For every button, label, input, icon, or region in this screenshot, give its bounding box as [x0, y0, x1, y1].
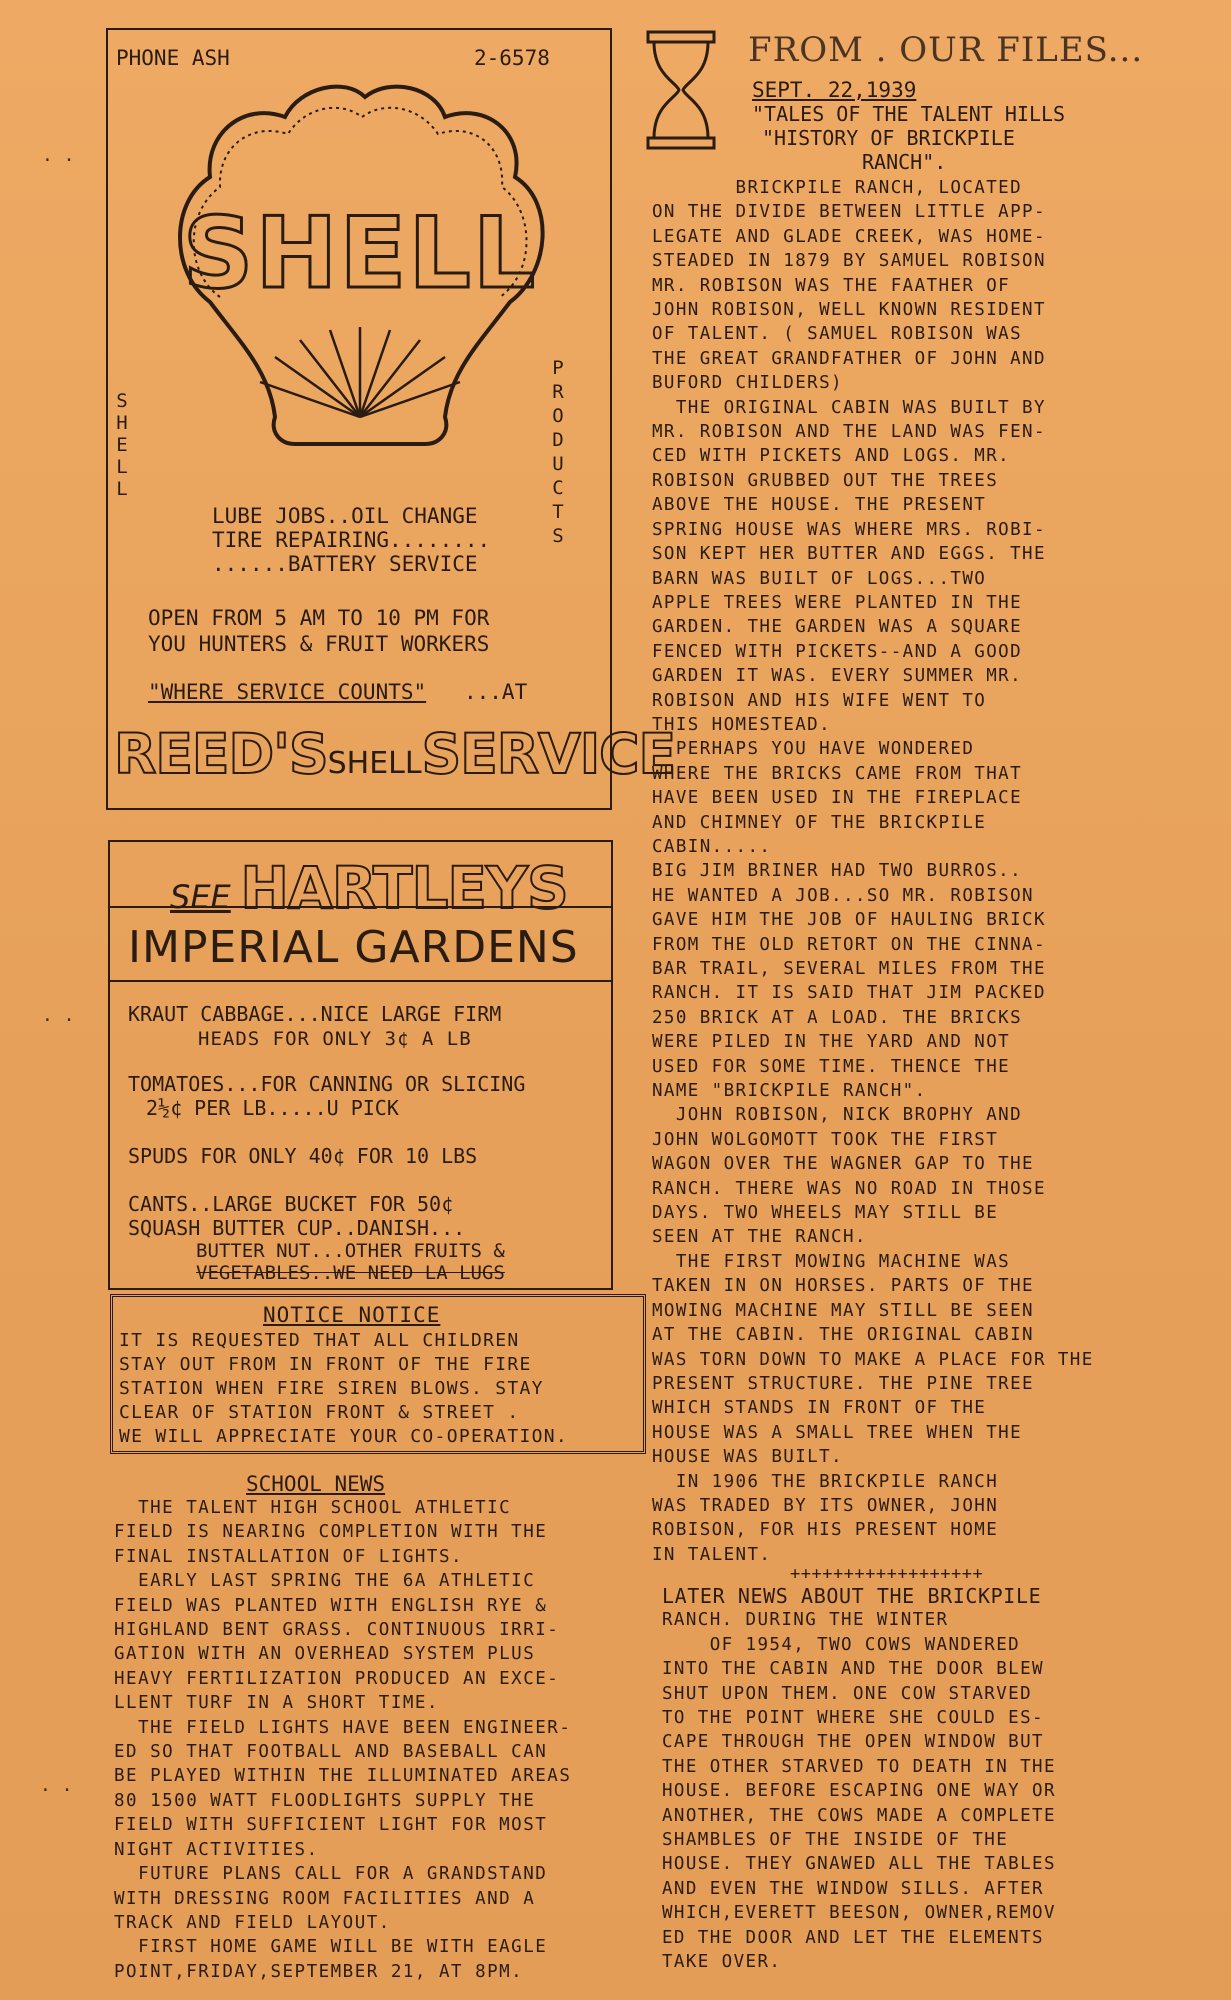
- article-line: GAVE HIM THE JOB OF HAULING BRICK: [652, 910, 1046, 931]
- kraut-line: KRAUT CABBAGE...NICE LARGE FIRM: [128, 1002, 502, 1026]
- ranch-title: RANCH".: [862, 150, 947, 174]
- article-line: JOHN ROBISON, WELL KNOWN RESIDENT: [652, 300, 1046, 321]
- article-line: STEADED IN 1879 BY SAMUEL ROBISON: [652, 251, 1046, 272]
- kraut-price-line: HEADS FOR ONLY 3¢ A LB: [198, 1028, 472, 1050]
- hourglass-icon: [646, 30, 716, 150]
- school-line: FINAL INSTALLATION OF LIGHTS.: [114, 1546, 464, 1567]
- business-name: [114, 722, 675, 786]
- phone-number: 2-6578: [474, 46, 550, 70]
- article-line: MR. ROBISON WAS THE FAATHER OF: [652, 275, 1011, 296]
- school-line: THE FIELD LIGHTS HAVE BEEN ENGINEER-: [114, 1717, 572, 1738]
- shell-ad: [106, 28, 676, 810]
- article-line: BUFORD CHILDERS): [652, 373, 843, 394]
- school-line: HEAVY FERTILIZATION PRODUCED AN EXCE-: [114, 1668, 560, 1689]
- notice-line: WE WILL APPRECIATE YOUR CO-OPERATION.: [119, 1426, 569, 1447]
- article-line: RANCH. IT IS SAID THAT JIM PACKED: [652, 983, 1046, 1004]
- article-line: SPRING HOUSE WAS WHERE MRS. ROBI-: [652, 519, 1046, 540]
- article-line: RANCH. THERE WAS NO ROAD IN THOSE: [652, 1178, 1046, 1199]
- article-line: CABIN.....: [652, 836, 772, 857]
- article-line: THE GREAT GRANDFATHER OF JOHN AND: [652, 348, 1046, 369]
- separator-line: ++++++++++++++++++: [790, 1564, 984, 1584]
- notice-line: STATION WHEN FIRE SIREN BLOWS. STAY: [119, 1378, 544, 1399]
- tales-title: "TALES OF THE TALENT HILLS: [752, 102, 1066, 126]
- later-line: INTO THE CABIN AND THE DOOR BLEW: [662, 1659, 1044, 1680]
- hours-line-1: OPEN FROM 5 AM TO 10 PM FOR: [148, 606, 490, 630]
- binder-mark: · ·: [42, 1010, 75, 1031]
- later-line: HOUSE. THEY GNAWED ALL THE TABLES: [662, 1854, 1056, 1875]
- later-line: OF 1954, TWO COWS WANDERED: [662, 1634, 1021, 1655]
- article-line: 250 BRICK AT A LOAD. THE BRICKS: [652, 1007, 1023, 1028]
- later-line: SHAMBLES OF THE INSIDE OF THE: [662, 1830, 1009, 1851]
- notice-title: NOTICE NOTICE: [263, 1303, 441, 1327]
- tomatoes-line: TOMATOES...FOR CANNING OR SLICING: [128, 1072, 526, 1096]
- school-line: GATION WITH AN OVERHEAD SYSTEM PLUS: [114, 1644, 536, 1665]
- services-list: [212, 504, 490, 576]
- hartleys-rule-2: [110, 980, 611, 982]
- article-line: FROM THE OLD RETORT ON THE CINNA-: [652, 934, 1046, 955]
- school-line: THE TALENT HIGH SCHOOL ATHLETIC: [114, 1498, 512, 1518]
- school-line: FIELD WITH SUFFICIENT LIGHT FOR MOST: [114, 1815, 548, 1836]
- history-title: "HISTORY OF BRICKPILE: [762, 126, 1015, 150]
- see-label: SEE: [170, 878, 231, 916]
- article-line: BRICKPILE RANCH, LOCATED: [652, 178, 1023, 198]
- article-line: TAKEN IN ON HORSES. PARTS OF THE: [652, 1276, 1034, 1297]
- hartleys-header: [170, 854, 568, 922]
- article-line: HAVE BEEN USED IN THE FIREPLACE: [652, 788, 1023, 809]
- service-line: ......BATTERY SERVICE: [212, 552, 478, 576]
- imperial-gardens-title: IMPERIAL GARDENS: [128, 922, 579, 973]
- hartleys-rule: [110, 906, 611, 908]
- school-news-body: [114, 1496, 571, 1984]
- later-line: HOUSE. BEFORE ESCAPING ONE WAY OR: [662, 1781, 1056, 1802]
- service-line: TIRE REPAIRING........: [212, 528, 491, 552]
- hours-line-2: YOU HUNTERS & FRUIT WORKERS: [148, 632, 490, 656]
- article-line: DAYS. TWO WHEELS MAY STILL BE: [652, 1203, 999, 1224]
- later-line: RANCH. DURING THE WINTER: [662, 1610, 949, 1631]
- article-line: THE FIRST MOWING MACHINE WAS: [652, 1251, 1011, 1272]
- article-line: WHICH STANDS IN FRONT OF THE: [652, 1398, 987, 1419]
- article-line: ROBISON AND HIS WIFE WENT TO: [652, 690, 987, 711]
- cants-line: CANTS..LARGE BUCKET FOR 50¢: [128, 1192, 454, 1216]
- article-line: PRESENT STRUCTURE. THE PINE TREE: [652, 1373, 1034, 1394]
- slogan-suffix: ...AT: [464, 680, 528, 704]
- notice-line: STAY OUT FROM IN FRONT OF THE FIRE: [119, 1354, 532, 1375]
- article-line: WAS TORN DOWN TO MAKE A PLACE FOR THE: [652, 1349, 1094, 1370]
- article-line: ABOVE THE HOUSE. THE PRESENT: [652, 495, 987, 516]
- article-line: OF TALENT. ( SAMUEL ROBISON WAS: [652, 324, 1023, 345]
- later-line: WHICH,EVERETT BEESON, OWNER,REMOV: [662, 1903, 1056, 1924]
- notice-box: [110, 1294, 646, 1454]
- business-name-reeds: REED'S: [114, 722, 328, 786]
- shell-logo: [150, 72, 570, 492]
- squash-line: SQUASH BUTTER CUP..DANISH...: [128, 1216, 466, 1240]
- article-line: AT THE CABIN. THE ORIGINAL CABIN: [652, 1325, 1034, 1346]
- article-line: BARN WAS BUILT OF LOGS...TWO: [652, 568, 987, 589]
- later-line: SHUT UPON THEM. ONE COW STARVED: [662, 1683, 1033, 1704]
- article-line: WAS TRADED BY ITS OWNER, JOHN: [652, 1495, 999, 1516]
- school-line: WITH DRESSING ROOM FACILITIES AND A: [114, 1888, 536, 1909]
- butter-nut-line: BUTTER NUT...OTHER FRUITS &: [196, 1240, 505, 1262]
- article-line: HOUSE WAS A SMALL TREE WHEN THE: [652, 1422, 1023, 1443]
- binder-mark: · ·: [42, 150, 75, 171]
- article-line: HOUSE WAS BUILT.: [652, 1447, 843, 1468]
- article-line: GARDEN. THE GARDEN WAS A SQUARE: [652, 617, 1023, 638]
- article-line: NAME "BRICKPILE RANCH".: [652, 1081, 927, 1102]
- business-name-service: SERVICE: [421, 722, 676, 786]
- files-date: SEPT. 22,1939: [752, 78, 917, 102]
- shell-vertical-left: SHELL: [116, 390, 128, 500]
- article-line: IN TALENT.: [652, 1544, 772, 1565]
- vegetables-line: VEGETABLES..WE NEED LA LUGS: [196, 1262, 505, 1284]
- hartleys-name: HARTLEYS: [240, 854, 568, 922]
- article-line: GARDEN IT WAS. EVERY SUMMER MR.: [652, 666, 1023, 687]
- school-line: TRACK AND FIELD LAYOUT.: [114, 1912, 391, 1933]
- article-line: THE ORIGINAL CABIN WAS BUILT BY: [652, 397, 1046, 418]
- article-line: APPLE TREES WERE PLANTED IN THE: [652, 592, 1023, 613]
- school-line: POINT,FRIDAY,SEPTEMBER 21, AT 8PM.: [114, 1961, 524, 1982]
- article-line: PERHAPS YOU HAVE WONDERED: [652, 739, 975, 760]
- phone-label: PHONE ASH: [116, 46, 230, 70]
- binder-mark: · ·: [40, 1780, 73, 1801]
- article-line: JOHN WOLGOMOTT TOOK THE FIRST: [652, 1129, 999, 1150]
- notice-body: [119, 1329, 568, 1449]
- article-line: ROBISON, FOR HIS PRESENT HOME: [652, 1520, 999, 1541]
- article-line: CED WITH PICKETS AND LOGS. MR.: [652, 446, 1011, 467]
- school-line: BE PLAYED WITHIN THE ILLUMINATED AREAS: [114, 1766, 572, 1787]
- article-line: WAGON OVER THE WAGNER GAP TO THE: [652, 1154, 1034, 1175]
- school-line: FUTURE PLANS CALL FOR A GRANDSTAND: [114, 1864, 548, 1885]
- service-line: LUBE JOBS..OIL CHANGE: [212, 504, 478, 528]
- later-line: TAKE OVER.: [662, 1952, 782, 1973]
- later-line: ED THE DOOR AND LET THE ELEMENTS: [662, 1927, 1044, 1948]
- article-line: FENCED WITH PICKETS--AND A GOOD: [652, 641, 1023, 662]
- school-line: EARLY LAST SPRING THE 6A ATHLETIC: [114, 1571, 536, 1592]
- article-line: AND CHIMNEY OF THE BRICKPILE: [652, 812, 987, 833]
- article-line: ON THE DIVIDE BETWEEN LITTLE APP-: [652, 202, 1046, 223]
- article-line: MR. ROBISON AND THE LAND WAS FEN-: [652, 422, 1046, 443]
- article-line: WERE PILED IN THE YARD AND NOT: [652, 1032, 1011, 1053]
- shell-logo-text: SHELL: [182, 197, 538, 311]
- article-line: HE WANTED A JOB...SO MR. ROBISON: [652, 885, 1034, 906]
- later-line: THE OTHER STARVED TO DEATH IN THE: [662, 1756, 1056, 1777]
- article-line: THIS HOMESTEAD.: [652, 714, 832, 735]
- school-line: FIELD WAS PLANTED WITH ENGLISH RYE &: [114, 1595, 548, 1616]
- school-line: ED SO THAT FOOTBALL AND BASEBALL CAN: [114, 1742, 548, 1763]
- article-line: SEEN AT THE RANCH.: [652, 1227, 867, 1248]
- article-line: JOHN ROBISON, NICK BROPHY AND: [652, 1105, 1023, 1126]
- brickpile-article: [652, 176, 1094, 1567]
- from-our-files-heading: FROM . OUR FILES...: [748, 30, 1144, 70]
- products-vertical-right: PRODUCTS: [552, 357, 564, 547]
- school-line: HIGHLAND BENT GRASS. CONTINUOUS IRRI-: [114, 1620, 560, 1641]
- school-line: FIRST HOME GAME WILL BE WITH EAGLE: [114, 1937, 548, 1958]
- notice-line: IT IS REQUESTED THAT ALL CHILDREN: [119, 1330, 520, 1351]
- article-line: ROBISON GRUBBED OUT THE TREES: [652, 470, 999, 491]
- school-line: FIELD IS NEARING COMPLETION WITH THE: [114, 1522, 548, 1543]
- article-line: LEGATE AND GLADE CREEK, WAS HOME-: [652, 226, 1046, 247]
- article-line: MOWING MACHINE MAY STILL BE SEEN: [652, 1300, 1034, 1321]
- school-line: LLENT TURF IN A SHORT TIME.: [114, 1693, 439, 1714]
- later-line: TO THE POINT WHERE SHE COULD ES-: [662, 1708, 1044, 1729]
- school-line: NIGHT ACTIVITIES.: [114, 1839, 319, 1860]
- school-news-title: SCHOOL NEWS: [246, 1472, 386, 1496]
- article-line: SON KEPT HER BUTTER AND EGGS. THE: [652, 544, 1046, 565]
- business-name-shell: SHELL: [327, 746, 422, 781]
- school-line: 80 1500 WATT FLOODLIGHTS SUPPLY THE: [114, 1790, 536, 1811]
- later-line: AND EVEN THE WINDOW SILLS. AFTER: [662, 1878, 1044, 1899]
- later-line: LATER NEWS ABOUT THE BRICKPILE: [662, 1584, 1042, 1608]
- hartleys-ad: [108, 840, 613, 1290]
- article-line: IN 1906 THE BRICKPILE RANCH: [652, 1471, 999, 1492]
- tomatoes-price-line: 2½¢ PER LB.....U PICK: [146, 1096, 399, 1120]
- later-news-article: [662, 1584, 1056, 1975]
- later-line: CAPE THROUGH THE OPEN WINDOW BUT: [662, 1732, 1044, 1753]
- slogan: "WHERE SERVICE COUNTS": [148, 680, 427, 704]
- article-line: BAR TRAIL, SEVERAL MILES FROM THE: [652, 959, 1046, 979]
- notice-line: CLEAR OF STATION FRONT & STREET .: [119, 1402, 520, 1423]
- article-line: WHERE THE BRICKS CAME FROM THAT: [652, 763, 1023, 784]
- spuds-line: SPUDS FOR ONLY 40¢ FOR 10 LBS: [128, 1144, 478, 1168]
- article-line: BIG JIM BRINER HAD TWO BURROS..: [652, 861, 1023, 882]
- later-line: ANOTHER, THE COWS MADE A COMPLETE: [662, 1805, 1056, 1826]
- article-line: USED FOR SOME TIME. THENCE THE: [652, 1056, 1011, 1077]
